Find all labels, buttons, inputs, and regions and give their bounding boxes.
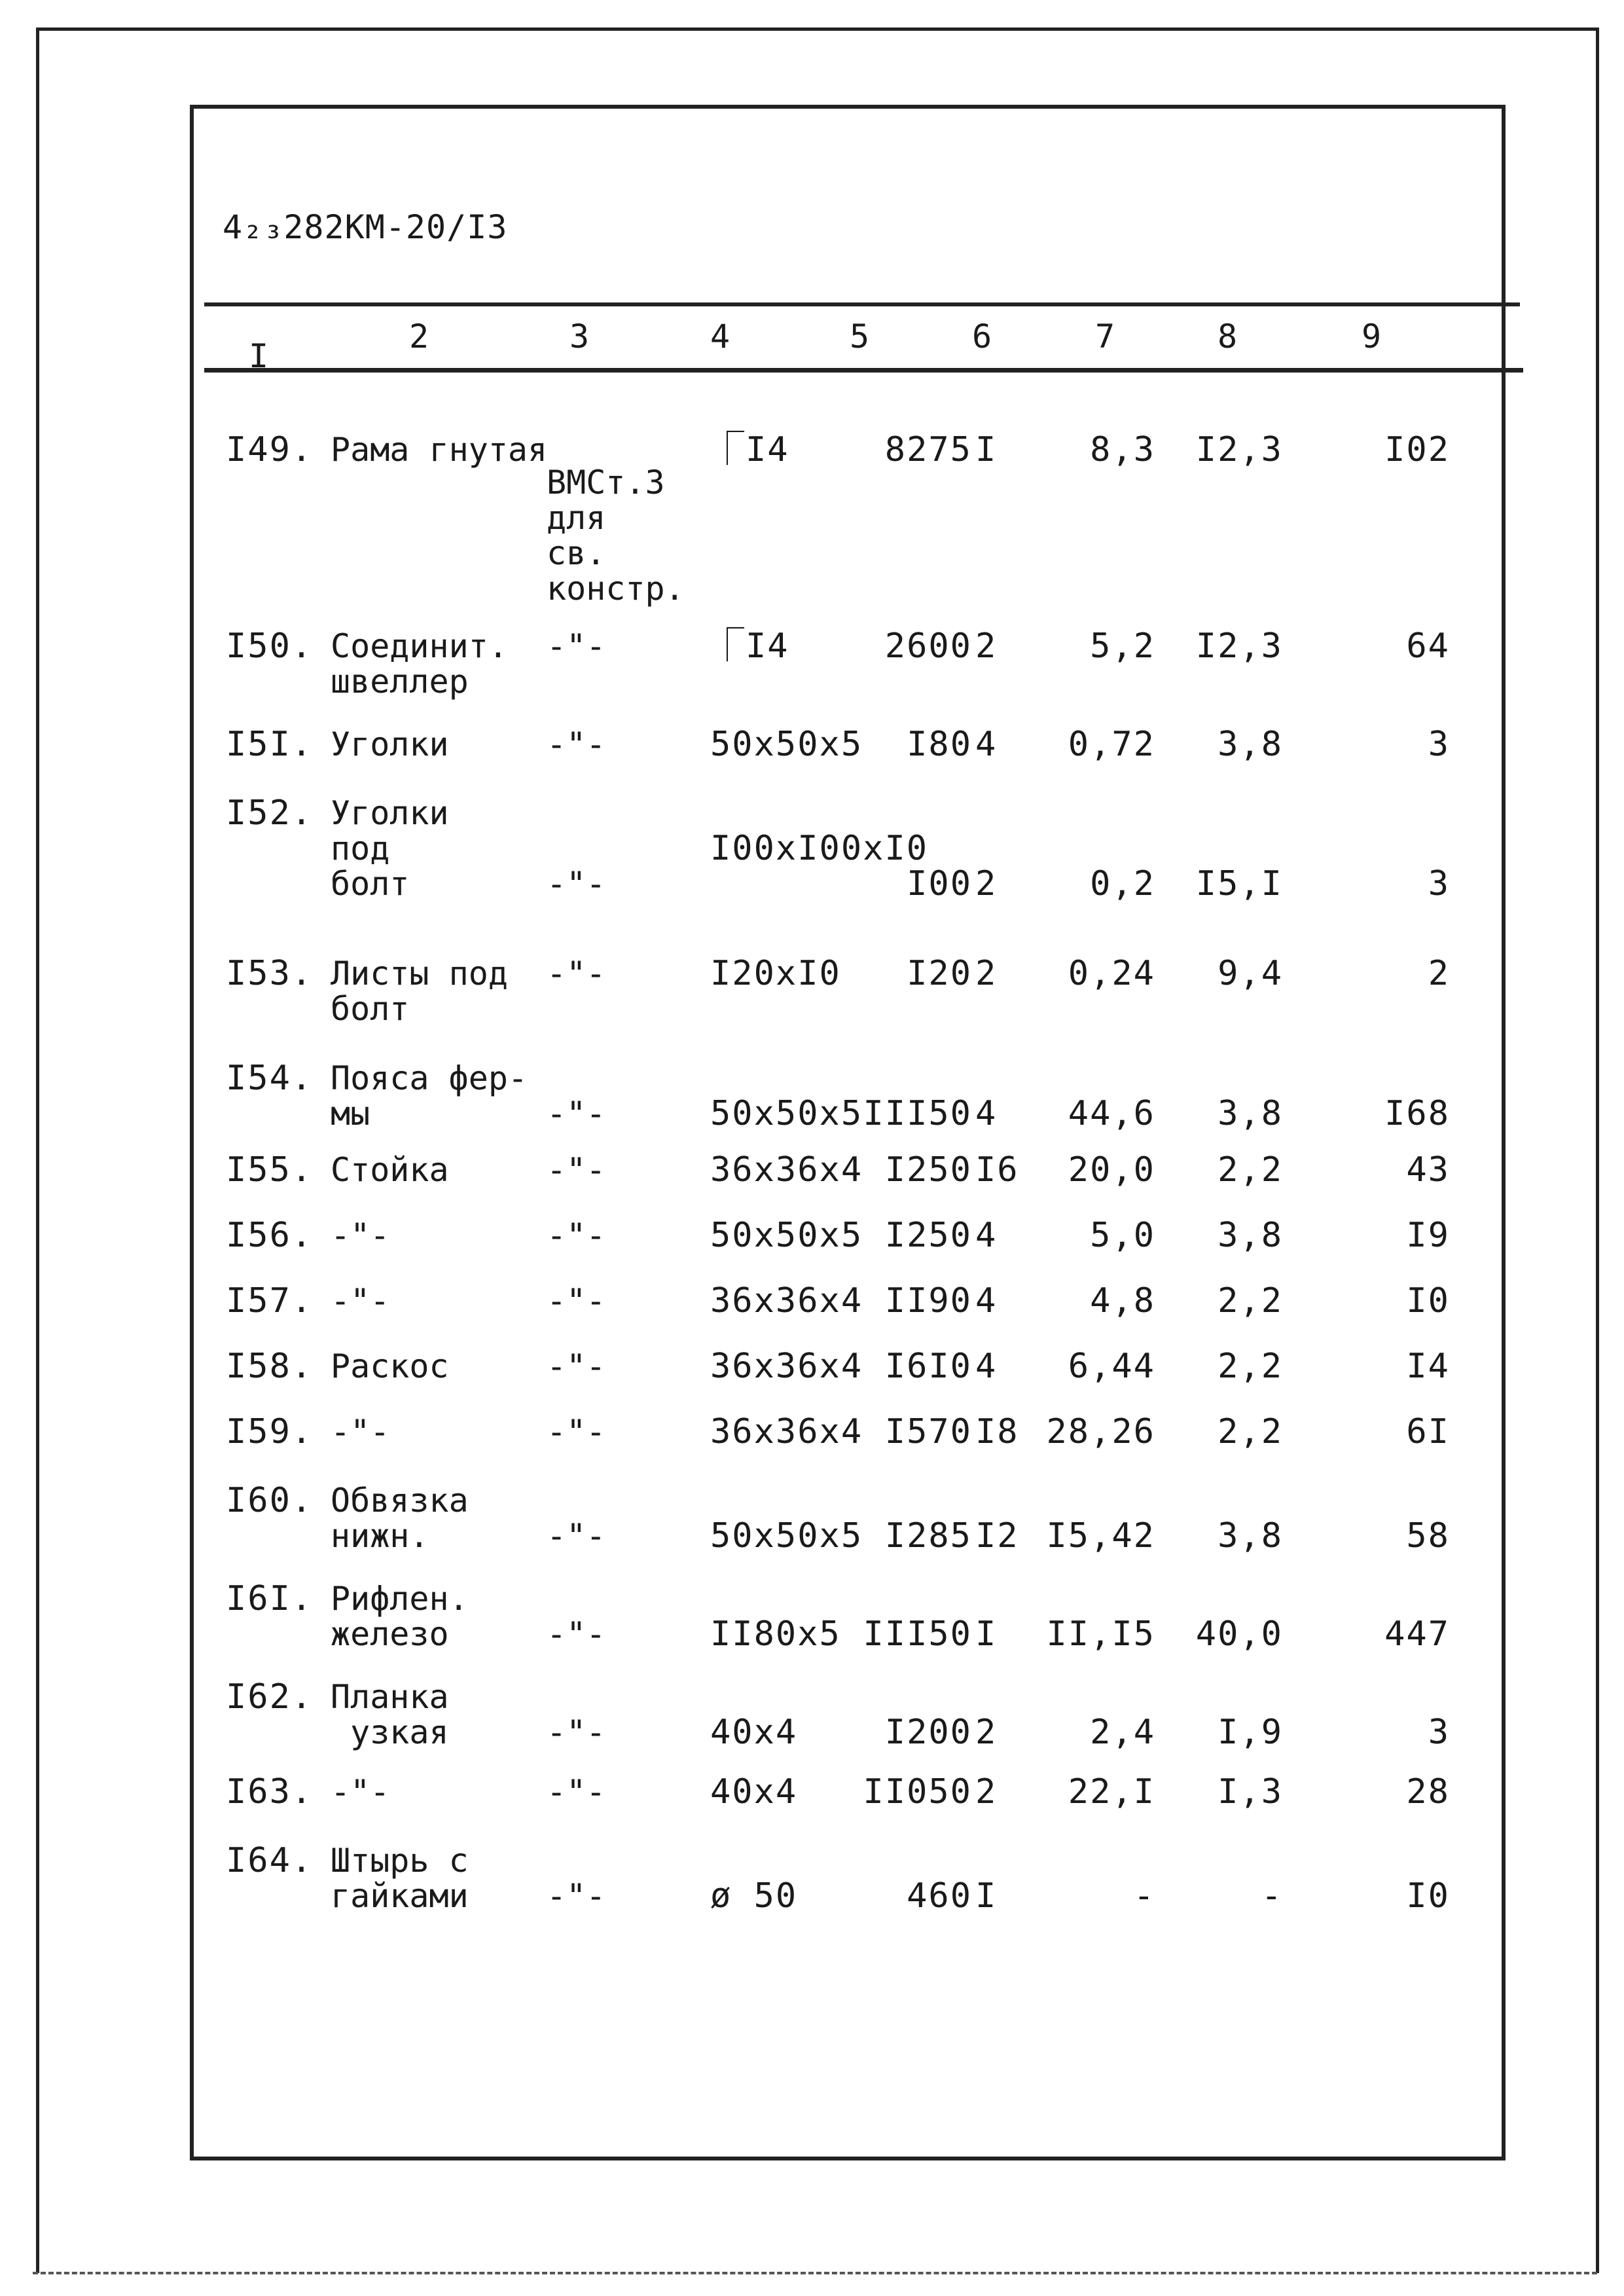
- bottom-dashed-line: [33, 2272, 1597, 2274]
- row-I49-n: I49.: [226, 430, 314, 469]
- col-header-9: 9: [1362, 318, 1382, 355]
- row-I63-name: -"-: [331, 1773, 390, 1811]
- row-I62-n: I62.: [226, 1677, 314, 1717]
- row-I50-qty: 2: [975, 627, 998, 666]
- row-I62-name: Планка узкая: [331, 1678, 449, 1751]
- row-I53-len: I20: [907, 954, 972, 993]
- row-I62-qty: 2: [975, 1713, 998, 1752]
- col-header-7: 7: [1095, 318, 1115, 355]
- row-I56-n: I56.: [226, 1216, 314, 1255]
- row-I57-len: II90: [884, 1281, 972, 1321]
- row-I5I-w1: 0,72: [1068, 725, 1155, 764]
- row-I54-tot: I68: [1384, 1094, 1450, 1133]
- row-I60-tot: 58: [1406, 1516, 1450, 1556]
- row-I49-name: Рама гнутая: [331, 431, 548, 469]
- col-header-2: 2: [409, 318, 429, 355]
- row-I64-tot: I0: [1406, 1876, 1450, 1916]
- row-I50-prof: ⎾I4: [710, 627, 789, 666]
- row-I59-name: -"-: [331, 1413, 390, 1451]
- row-I6I-name: Рифлен. железо: [331, 1580, 469, 1653]
- row-I5I-w2: 3,8: [1218, 725, 1283, 764]
- row-I54-qty: 4: [975, 1094, 998, 1133]
- row-I6I-w1: II,I5: [1046, 1614, 1155, 1654]
- row-I50-mat: -"-: [547, 627, 606, 665]
- row-I55-name: Стойка: [331, 1151, 449, 1189]
- row-I63-len: II050: [863, 1772, 972, 1812]
- row-I59-qty: I8: [975, 1412, 1019, 1451]
- row-I52-qty: 2: [975, 864, 998, 903]
- row-I59-w1: 28,26: [1046, 1412, 1155, 1451]
- row-I52-w1: 0,2: [1090, 864, 1155, 903]
- row-I52-w2: I5,I: [1195, 864, 1283, 903]
- row-I60-n: I60.: [226, 1481, 314, 1520]
- row-I63-prof: 40x4: [710, 1772, 798, 1812]
- row-I52-name: Уголки под болт: [331, 794, 449, 903]
- row-I64-n: I64.: [226, 1841, 314, 1880]
- row-I57-w1: 4,8: [1090, 1281, 1155, 1321]
- row-I55-w2: 2,2: [1218, 1150, 1283, 1190]
- row-I60-name: Обвязка нижн.: [331, 1482, 469, 1555]
- row-I64-qty: I: [975, 1876, 998, 1916]
- row-I54-n: I54.: [226, 1059, 314, 1098]
- row-I55-w1: 20,0: [1068, 1150, 1155, 1190]
- row-I62-prof: 40x4: [710, 1713, 798, 1752]
- row-I53-n: I53.: [226, 954, 314, 993]
- row-I60-len: I285: [884, 1516, 972, 1556]
- row-I53-name: Листы под болт: [331, 955, 508, 1028]
- row-I52-len: I00: [907, 864, 972, 903]
- row-I57-qty: 4: [975, 1281, 998, 1321]
- row-I55-len: I250: [884, 1150, 972, 1190]
- row-I50-len: 2600: [884, 627, 972, 666]
- row-I5I-tot: 3: [1428, 725, 1450, 764]
- row-I56-prof: 50x50x5: [710, 1216, 863, 1255]
- row-I49-qty: I: [975, 430, 998, 469]
- row-I53-mat: -"-: [547, 955, 606, 993]
- row-I6I-qty: I: [975, 1614, 998, 1654]
- row-I59-n: I59.: [226, 1412, 314, 1451]
- row-I49-w2: I2,3: [1195, 430, 1283, 469]
- col-header-5: 5: [850, 318, 870, 355]
- row-I57-w2: 2,2: [1218, 1281, 1283, 1321]
- row-I54-w1: 44,6: [1068, 1094, 1155, 1133]
- row-I60-prof: 50x50x5: [710, 1516, 863, 1556]
- row-I5I-mat: -"-: [547, 725, 606, 763]
- row-I52-n: I52.: [226, 793, 314, 833]
- col-header-4: 4: [710, 318, 731, 355]
- row-I63-tot: 28: [1406, 1772, 1450, 1812]
- row-I60-w1: I5,42: [1046, 1516, 1155, 1556]
- row-I58-mat: -"-: [547, 1347, 606, 1385]
- row-I56-w1: 5,0: [1090, 1216, 1155, 1255]
- row-I64-w1: -: [1133, 1876, 1155, 1916]
- row-I60-w2: 3,8: [1218, 1516, 1283, 1556]
- row-I55-n: I55.: [226, 1150, 314, 1190]
- row-I56-name: -"-: [331, 1216, 390, 1254]
- row-I49-w1: 8,3: [1090, 430, 1155, 469]
- row-I58-prof: 36x36x4: [710, 1347, 863, 1386]
- row-I62-tot: 3: [1428, 1713, 1450, 1752]
- row-I63-w1: 22,I: [1068, 1772, 1155, 1812]
- row-I49-mat: ВМСт.3 для св. констр.: [547, 464, 685, 608]
- row-I57-name: -"-: [331, 1282, 390, 1320]
- row-I50-w1: 5,2: [1090, 627, 1155, 666]
- row-I54-len: III50: [863, 1094, 972, 1133]
- row-I50-w2: I2,3: [1195, 627, 1283, 666]
- row-I56-mat: -"-: [547, 1216, 606, 1254]
- header-bottom-rule: [204, 368, 1523, 373]
- row-I53-w2: 9,4: [1218, 954, 1283, 993]
- row-I59-w2: 2,2: [1218, 1412, 1283, 1451]
- row-I55-qty: I6: [975, 1150, 1019, 1190]
- row-I55-tot: 43: [1406, 1150, 1450, 1190]
- row-I6I-len: III50: [863, 1614, 972, 1654]
- row-I5I-name: Уголки: [331, 725, 449, 763]
- row-I62-len: I200: [884, 1713, 972, 1752]
- header-top-rule: [204, 302, 1520, 306]
- row-I6I-prof: II80x5: [710, 1614, 841, 1654]
- row-I52-mat: -"-: [547, 865, 606, 903]
- col-header-6: 6: [972, 318, 992, 355]
- row-I58-n: I58.: [226, 1347, 314, 1386]
- row-I50-n: I50.: [226, 627, 314, 666]
- row-I60-qty: I2: [975, 1516, 1019, 1556]
- row-I6I-n: I6I.: [226, 1579, 314, 1618]
- row-I49-tot: I02: [1384, 430, 1450, 469]
- row-I52-tot: 3: [1428, 864, 1450, 903]
- row-I63-mat: -"-: [547, 1773, 606, 1811]
- col-header-1: I: [249, 337, 269, 375]
- row-I64-prof: ø 50: [710, 1876, 798, 1916]
- row-I62-mat: -"-: [547, 1713, 606, 1751]
- row-I54-w2: 3,8: [1218, 1094, 1283, 1133]
- row-I62-w1: 2,4: [1090, 1713, 1155, 1752]
- row-I60-mat: -"-: [547, 1517, 606, 1555]
- row-I53-w1: 0,24: [1068, 954, 1155, 993]
- col-header-3: 3: [569, 318, 590, 355]
- row-I5I-prof: 50x50x5: [710, 725, 863, 764]
- row-I54-name: Пояса фер- мы: [331, 1059, 528, 1133]
- row-I6I-mat: -"-: [547, 1615, 606, 1653]
- row-I64-name: Штырь с гайками: [331, 1842, 469, 1915]
- row-I58-tot: I4: [1406, 1347, 1450, 1386]
- row-I55-prof: 36x36x4: [710, 1150, 863, 1190]
- row-I58-len: I6I0: [884, 1347, 972, 1386]
- row-I57-mat: -"-: [547, 1282, 606, 1320]
- row-I5I-n: I5I.: [226, 725, 314, 764]
- row-I64-w2: -: [1261, 1876, 1283, 1916]
- row-I53-qty: 2: [975, 954, 998, 993]
- row-I5I-qty: 4: [975, 725, 998, 764]
- row-I58-w2: 2,2: [1218, 1347, 1283, 1386]
- row-I5I-len: I80: [907, 725, 972, 764]
- row-I64-len: 460: [907, 1876, 972, 1916]
- row-I56-tot: I9: [1406, 1216, 1450, 1255]
- row-I50-tot: 64: [1406, 627, 1450, 666]
- row-I6I-tot: 447: [1384, 1614, 1450, 1654]
- row-I59-prof: 36x36x4: [710, 1412, 863, 1451]
- row-I58-name: Раскос: [331, 1347, 449, 1385]
- row-I57-tot: I0: [1406, 1281, 1450, 1321]
- row-I6I-w2: 40,0: [1195, 1614, 1283, 1654]
- row-I64-mat: -"-: [547, 1877, 606, 1915]
- col-header-8: 8: [1218, 318, 1238, 355]
- row-I54-mat: -"-: [547, 1095, 606, 1133]
- row-I57-n: I57.: [226, 1281, 314, 1321]
- row-I55-mat: -"-: [547, 1151, 606, 1189]
- row-I56-len: I250: [884, 1216, 972, 1255]
- row-I49-len: 8275: [884, 430, 972, 469]
- row-I58-w1: 6,44: [1068, 1347, 1155, 1386]
- row-I54-prof: 50x50x5: [710, 1094, 863, 1133]
- row-I53-prof: I20xI0: [710, 954, 841, 993]
- row-I57-prof: 36x36x4: [710, 1281, 863, 1321]
- row-I59-len: I570: [884, 1412, 972, 1451]
- row-I58-qty: 4: [975, 1347, 998, 1386]
- row-I56-qty: 4: [975, 1216, 998, 1255]
- row-I63-qty: 2: [975, 1772, 998, 1812]
- row-I53-tot: 2: [1428, 954, 1450, 993]
- row-I56-w2: 3,8: [1218, 1216, 1283, 1255]
- row-I59-tot: 6I: [1406, 1412, 1450, 1451]
- row-I62-w2: I,9: [1218, 1713, 1283, 1752]
- document-code: 4₂₃282КМ-20/I3: [223, 208, 508, 246]
- row-I49-prof: ⎾I4: [710, 430, 789, 469]
- row-I52-prof: I00xI00xI0: [710, 829, 929, 868]
- row-I63-n: I63.: [226, 1772, 314, 1812]
- row-I63-w2: I,3: [1218, 1772, 1283, 1812]
- row-I50-name: Соединит. швеллер: [331, 627, 508, 701]
- row-I59-mat: -"-: [547, 1413, 606, 1451]
